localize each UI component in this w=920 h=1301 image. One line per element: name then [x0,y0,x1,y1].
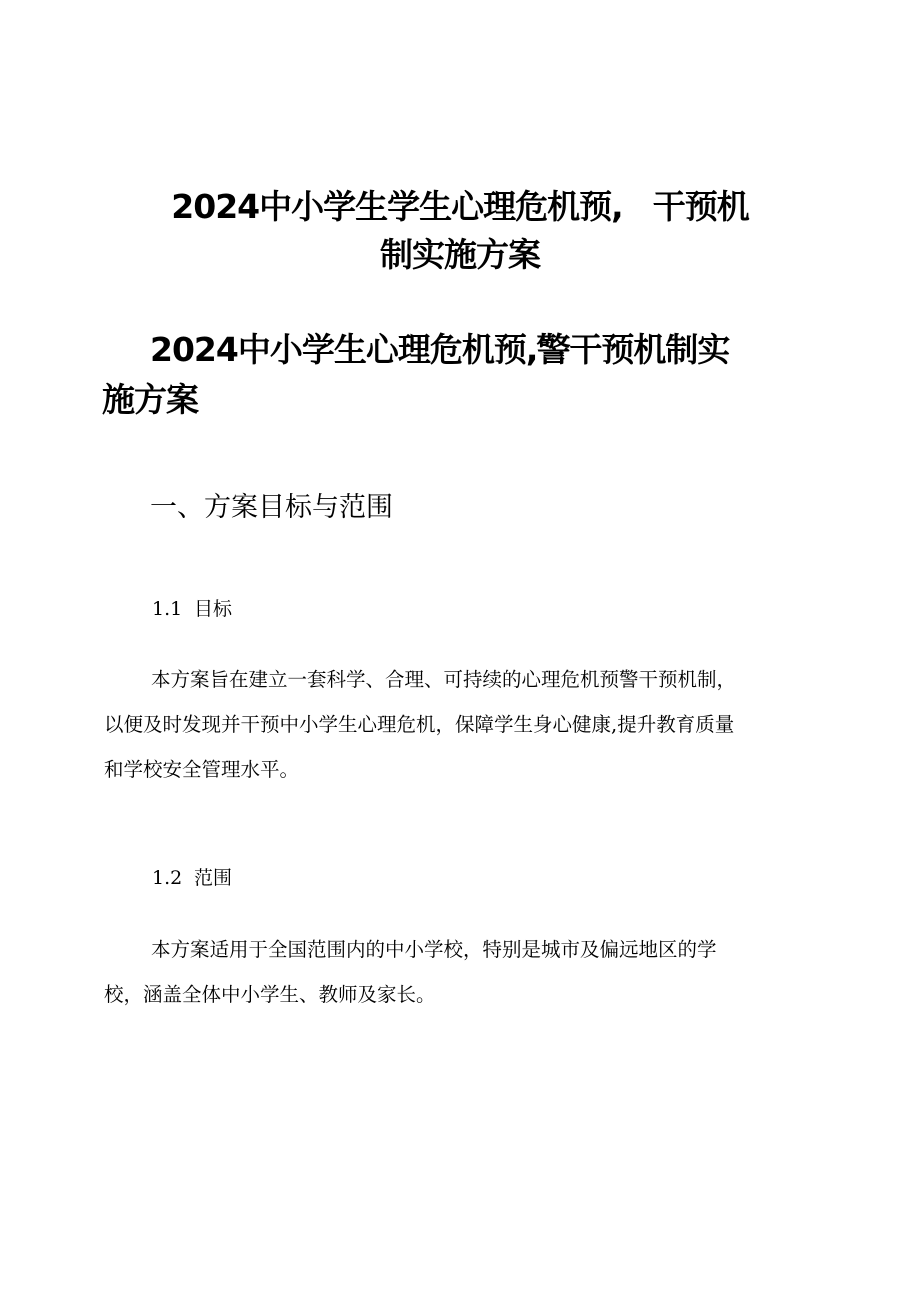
sub-title-line-2: 施方案 [102,380,198,419]
sub-title [102,325,802,425]
main-title-line-2: 制实施方案 [380,235,540,274]
paragraph-line: 和学校安全管理水平。 [104,758,300,781]
main-title-line-1-part-b: 干预机 [652,187,749,226]
subsection-heading-1-2 [152,863,232,893]
sub-title-glyph: 警 [536,330,571,369]
section-heading: 一、方案目标与范围 [150,492,393,523]
sub-title-line-1-part-b: 干预机制实 [569,330,730,369]
subsection-title: 范围 [194,867,233,889]
paragraph-line: 本方案旨在建立一套科学、合理、可持续的心理危机预警干预机制， [151,668,737,691]
paragraph-goal [104,657,814,792]
paragraph-line: 校，涵盖全体中小学生、教师及家长。 [104,983,436,1006]
subsection-heading-1-1 [152,594,232,624]
paragraph-line: 本方案适用于全国范围内的中小学校，特别是城市及偏远地区的学 [151,938,717,961]
subsection-number: 1.1 [152,598,183,620]
main-title [100,183,820,279]
paragraph-line: 以便及时发现并干预中小学生心理危机，保障学生身心健康,提升教育质量 [104,713,735,736]
main-title-line-1-part-a: 2024中小学生学生心理危机预, [171,187,623,226]
main-title-line-1 [100,183,820,231]
paragraph-scope [104,927,814,1017]
subsection-title: 目标 [194,598,233,620]
subsection-number: 1.2 [152,867,183,889]
sub-title-line-1 [102,325,802,375]
sub-title-line-1-part-a: 2024中小学生心理危机预, [150,330,538,369]
